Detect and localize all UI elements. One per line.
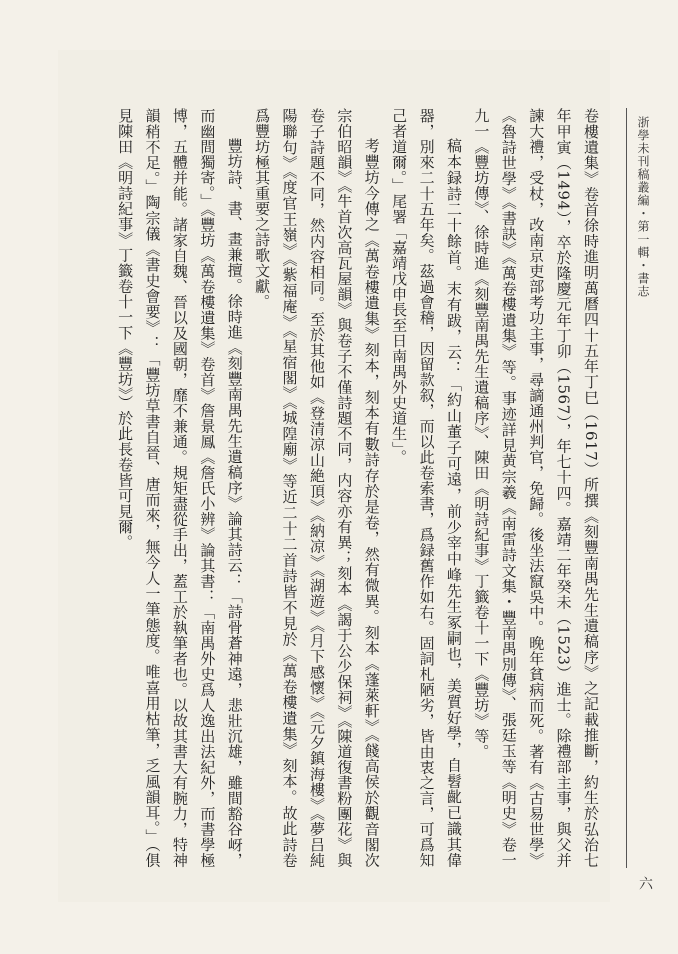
paragraph-colophon: 稿本録詩二十餘首。末有跋，云：「約山董子可遠，前少宰中峰先生冢嗣也，美質好學，自髫齔已識其偉器，別來二十五年矣。茲過會稽，因留款叙，而以此卷索書，爲録舊作如右。固詞札陋劣，皆由衷之言，可爲知己者道爾。」尾署「嘉靖戊申長至日南禺外史道生」。 [390,108,463,868]
page-number: 六 [637,876,653,890]
running-header: 浙學未刊稿叢編・第一輯・書志 [636,116,650,298]
paragraph-evaluation: 豐坊詩、書、畫兼擅。徐時進《刻豐南禺先生遺稿序》論其詩云：「詩骨蒼神遠，悲壯沉雄，雖間豁谷岈，而幽間獨寄。」《豐坊《萬卷樓遺集》卷首》詹景鳳《詹氏小辨》論其書：「南禺外史爲人逸出法紀外，而書學極博，五體并能。諸家自魏、晉以及國朝，靡不兼通。規矩盡從手出，蓋工於執筆者也。以故其書大有腕力，特神韻稍不足。」陶宗儀《書史會要》：「豐坊草書自晉、唐而來，無今人一筆態度。唯喜用枯筆，乏風韻耳。」（俱見陳田《明詩紀事》丁籤卷十一下《豐坊》）於此長卷皆可見爾。 [116,108,244,868]
header-divider-line [626,108,627,868]
body-text [110,108,604,868]
paragraph-comparison: 考豐坊今傳之《萬卷樓遺集》刻本，刻本有數詩存於是卷，然有微異。刻本《蓬萊軒》《餞高侯於觀音閣次宗伯昭韻》《牛首次高瓦屋韻》與卷子不僅詩題不同，内容亦有異；刻本《謁于公少保祠》《陳道復書粉團花》與卷子詩題不同，然内容相同。至於其他如《登清凉山絶頂》《納凉》《湖遊》《月下感懷》《元夕鎮海樓》《夢吕純陽聯句》《度官王嶺》《紫福庵》《星宿閣》《城隍廟》等近二十二首詩皆不見於《萬卷樓遺集》刻本。故此詩卷爲豐坊極其重要之詩歌文獻。 [253,108,381,868]
paragraph-biography: 卷樓遺集》卷首徐時進明萬曆四十五年丁巳（1617）所撰《刻豐南禺先生遺稿序》之記載推斷，約生於弘治七年甲寅（1494），卒於隆慶元年丁卯（1567），年七十四。嘉靖二年癸未（1523）進士。除禮部主事，與父并諫大禮，受杖，改南京吏部考功主事，尋謫通州判官，免歸。後坐法竄吳中。晚年貧病而死。著有《古易世學》《魯詩世學》《書訣》《萬卷樓遺集》等。事迹詳見黄宗羲《南雷詩文集・豐南禺別傳》、張廷玉等《明史》卷一九一《豐坊傳》、徐時進《刻豐南禺先生遺稿序》、陳田《明詩紀事》丁籤卷十一下《豐坊》等。 [472,108,600,868]
